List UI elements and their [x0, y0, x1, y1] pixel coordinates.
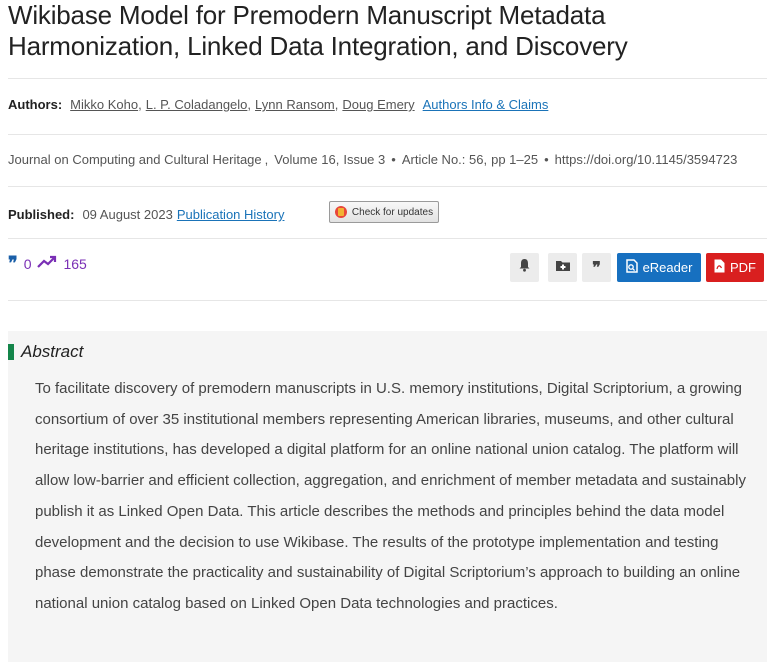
author-link[interactable]: Doug Emery: [342, 97, 415, 112]
divider: [8, 300, 767, 301]
author-link[interactable]: L. P. Coladangelo: [145, 97, 248, 112]
pdf-file-icon: [714, 259, 725, 276]
authors-label: Authors:: [8, 97, 63, 112]
author-link[interactable]: Mikko Koho: [70, 97, 139, 112]
ereader-icon: [626, 259, 638, 276]
bell-icon: [518, 258, 531, 277]
metrics-row: [8, 252, 87, 274]
divider: [8, 186, 767, 187]
crossmark-icon: [335, 206, 347, 218]
authors-row: Authors: Mikko Koho , L. P. Coladangelo , Lynn Ransom , Doug Emery Authors Info & Claims: [8, 97, 549, 112]
quote-icon: ❞: [592, 258, 601, 277]
divider: [8, 134, 767, 135]
downloads-trend-icon: [37, 255, 57, 272]
divider: [8, 78, 767, 79]
folder-plus-icon: [555, 259, 571, 277]
pdf-label: PDF: [730, 260, 756, 275]
journal-name-link[interactable]: Journal on Computing and Cultural Heritage: [8, 152, 262, 167]
article-title: Wikibase Model for Premodern Manuscript Metadata Harmonization, Linked Data Integration, and Discovery: [8, 0, 628, 61]
ereader-label: eReader: [642, 260, 693, 275]
check-updates-label: Check for updates: [351, 206, 434, 218]
abstract-heading: Abstract: [21, 342, 84, 361]
citation-quote-icon: ❞: [8, 252, 18, 274]
export-citation-button[interactable]: [582, 253, 611, 282]
check-for-updates-button[interactable]: [329, 201, 439, 223]
issue-link[interactable]: Issue 3: [343, 152, 386, 167]
divider: [8, 238, 767, 239]
published-label: Published:: [8, 207, 75, 222]
save-to-binder-button[interactable]: [548, 253, 577, 282]
authors-info-link[interactable]: Authors Info & Claims: [422, 97, 549, 112]
download-count[interactable]: 165: [63, 255, 87, 272]
page-range: pp 1–25: [491, 152, 539, 167]
abstract-section: [8, 331, 767, 662]
volume-link[interactable]: Volume 16: [274, 152, 336, 167]
published-row: [8, 207, 284, 222]
published-date: 09 August 2023: [82, 207, 173, 222]
article-number: Article No.: 56: [401, 152, 484, 167]
abstract-accent-bar: [8, 344, 14, 360]
ereader-button[interactable]: [617, 253, 701, 282]
journal-row: Journal on Computing and Cultural Heritage , Volume 16 , Issue 3 • Article No.: 56 , pp 1–25 • https://doi.org/10.1145/3594723: [8, 152, 738, 167]
alert-button[interactable]: [510, 253, 539, 282]
doi-link[interactable]: https://doi.org/10.1145/3594723: [554, 152, 738, 167]
pdf-button[interactable]: [706, 253, 764, 282]
author-link[interactable]: Lynn Ransom: [255, 97, 335, 112]
citation-count[interactable]: 0: [23, 255, 32, 272]
publication-history-link[interactable]: Publication History: [176, 207, 285, 222]
abstract-text: To facilitate discovery of premodern manuscripts in U.S. memory institutions, Digital Scriptorium, a growing consortium of over 35 institutional members representing American libraries, museums, and other cultural heritage institutions, has developed a digital platform for an online national union catalog. The platform will allow low-barrier and efficient collection, aggregation, and enrichment of member metadata and sustainably publish it as Linked Open Data. This article describes the methods and principles behind the data model development and the decision to use Wikibase. The results of the prototype implementation and testing phase demonstrate the practicality and sustainability of Digital Scriptorium’s approach to building an online national union catalog based on Linked Open Data technologies and practices.: [35, 380, 746, 612]
